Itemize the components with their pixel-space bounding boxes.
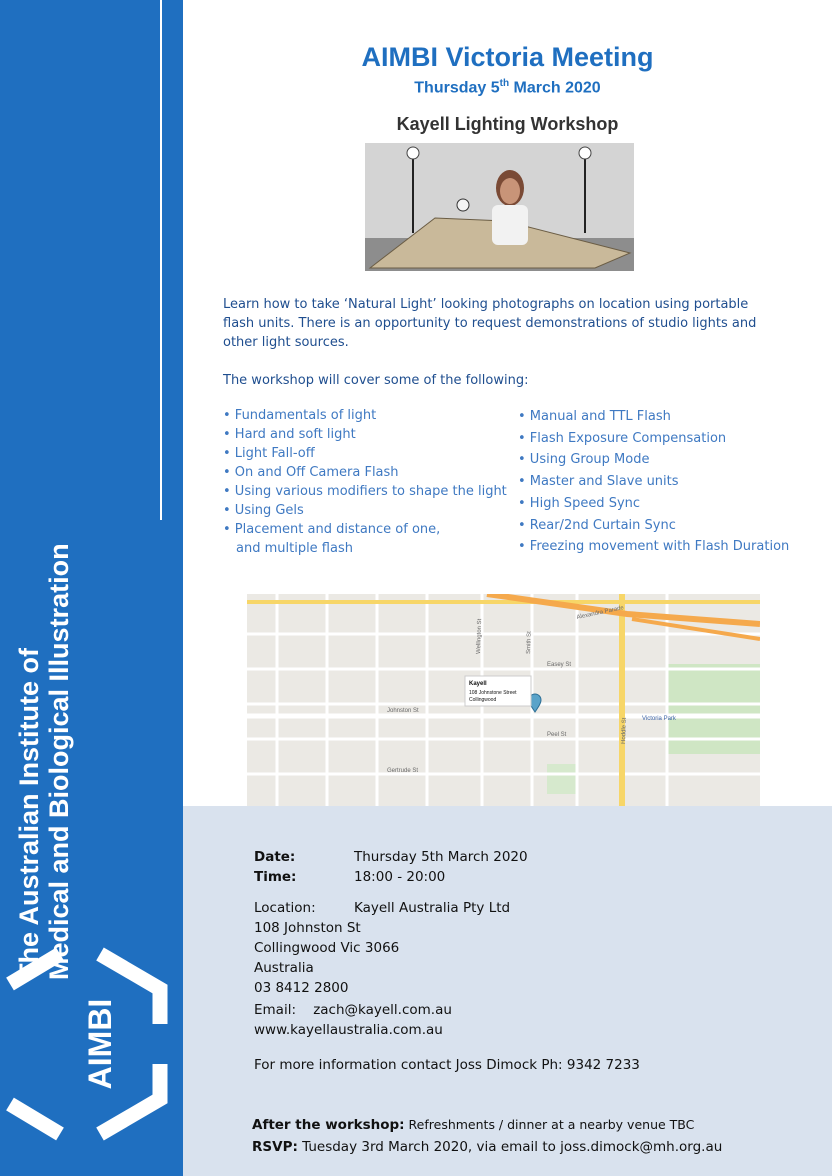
meeting-date-day: Thursday 5 [414, 79, 500, 97]
map-pin-name: Kayell [469, 681, 487, 687]
aimbi-logo-text: AIMBI [82, 998, 118, 1090]
website-link[interactable]: www.kayellaustralia.com.au [254, 1022, 443, 1038]
organisation-name-line-1: The Australian Institute of [14, 647, 44, 980]
intro-paragraph: Learn how to take ‘Natural Light’ looking photographs on location using portable flash units. There is an opportunity to request demonstrations of studio lights and other light sources. [223, 297, 757, 350]
list-item: • On and Off Camera Flash [223, 465, 399, 480]
list-item: • Freezing movement with Flash Duration [518, 539, 790, 555]
list-item: • Hard and soft light [223, 427, 356, 442]
map-label: Hoddle St [621, 717, 628, 745]
map-label: Wellington St [476, 618, 484, 655]
address-line: 108 Johnston St [254, 920, 361, 936]
topics-list-left [223, 406, 507, 558]
map-label: Peel St [547, 732, 567, 738]
email-link[interactable]: zach@kayell.com.au [313, 1002, 452, 1018]
location-value: Kayell Australia Pty Ltd [354, 900, 511, 916]
map-label: Smith St [526, 631, 533, 655]
after-workshop-label: After the workshop: [252, 1117, 405, 1133]
list-item: • High Speed Sync [518, 495, 641, 511]
time-label: Time: [254, 869, 297, 885]
map-label: Gertrude St [387, 768, 419, 774]
list-item: • Placement and distance of one, [223, 522, 441, 537]
workshop-title: Kayell Lighting Workshop [396, 114, 619, 134]
location-label: Location: [254, 900, 316, 916]
rsvp-line [252, 1137, 722, 1157]
list-item: • Flash Exposure Compensation [518, 430, 727, 446]
after-workshop-line [252, 1115, 694, 1135]
map-pin-suburb: Collingwood [469, 697, 497, 703]
email-line [254, 1000, 452, 1020]
list-item: • Light Fall-off [223, 446, 315, 461]
aimbi-logo [0, 944, 183, 1144]
list-item: • Manual and TTL Flash [518, 409, 671, 424]
map-label: Victoria Park [642, 716, 676, 722]
topics-list-right [518, 406, 789, 558]
workshop-photo [365, 143, 634, 271]
address-line: Australia [254, 960, 314, 976]
date-label: Date: [254, 849, 296, 865]
list-item: and multiple flash [236, 541, 353, 556]
phone-number: 03 8412 2800 [254, 980, 349, 996]
meeting-date [183, 78, 832, 97]
page-title: AIMBI Victoria Meeting [361, 42, 654, 72]
contact-info: For more information contact Joss Dimock Ph: 9342 7233 [254, 1057, 640, 1073]
time-value: 18:00 - 20:00 [354, 869, 446, 885]
organisation-name [14, 360, 74, 980]
list-item: • Fundamentals of light [223, 408, 377, 423]
map-label: Johnston St [387, 708, 419, 714]
meeting-date-suffix: th [499, 78, 510, 89]
address-line: Collingwood Vic 3066 [254, 940, 400, 956]
map-pin-street: 108 Johnstone Street [469, 690, 517, 696]
topics-heading: The workshop will cover some of the following: [223, 373, 529, 388]
rsvp-value: Tuesday 3rd March 2020, via email to joss.dimock@mh.org.au [297, 1139, 723, 1155]
list-item: • Master and Slave units [518, 474, 679, 490]
list-item: • Rear/2nd Curtain Sync [518, 517, 676, 533]
email-label: Email: [254, 1002, 297, 1018]
organisation-name-line-2: Medical and Biological Illustration [44, 543, 74, 980]
map-label: Alexandra Parade [576, 605, 625, 621]
address-block [254, 918, 399, 998]
after-workshop-value: Refreshments / dinner at a nearby venue TBC [404, 1117, 695, 1132]
rsvp-label: RSVP: [252, 1139, 298, 1155]
list-item: • Using Group Mode [518, 452, 650, 468]
map-label: Easey St [547, 662, 572, 668]
location-map [247, 594, 760, 806]
list-item: • Using various modifiers to shape the light [223, 484, 507, 499]
sidebar-divider [160, 0, 162, 520]
date-value: Thursday 5th March 2020 [354, 849, 528, 865]
meeting-date-month: March 2020 [509, 79, 601, 97]
list-item: • Using Gels [223, 503, 304, 518]
